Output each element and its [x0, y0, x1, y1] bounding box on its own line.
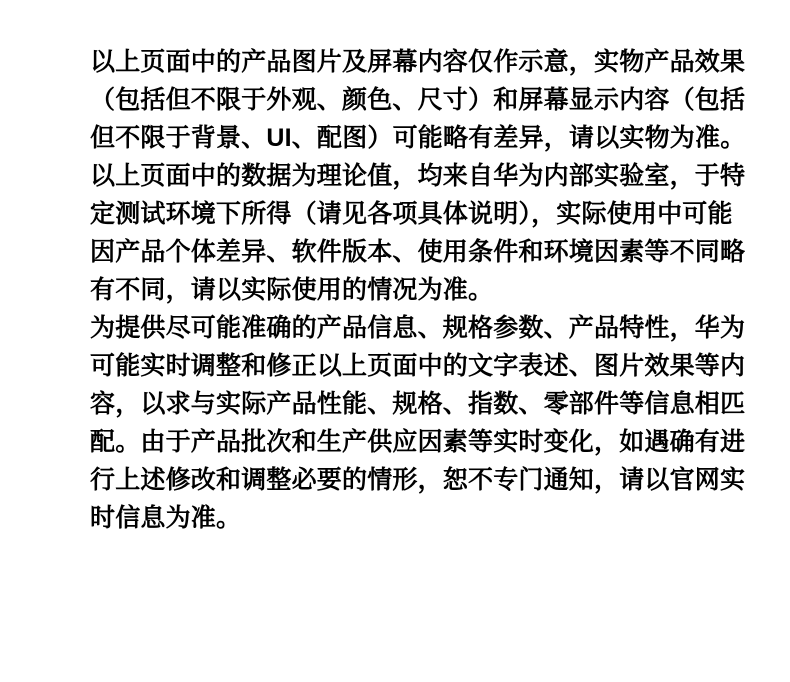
- disclaimer-text-block: [90, 43, 746, 537]
- disclaimer-line: 行上述修改和调整必要的情形，恕不专门通知，请以官网实: [90, 466, 746, 494]
- disclaimer-line: 以上页面中的数据为理论值，均来自华为内部实验室，于特: [90, 162, 746, 190]
- disclaimer-line: 为提供尽可能准确的产品信息、规格参数、产品特性，华为: [90, 314, 746, 342]
- disclaimer-line: 定测试环境下所得（请见各项具体说明），实际使用中可能: [90, 200, 733, 228]
- disclaimer-line: 配。由于产品批次和生产供应因素等实时变化，如遇确有进: [90, 428, 746, 456]
- disclaimer-line: 时信息为准。: [90, 504, 242, 532]
- disclaimer-line: 但不限于背景、UI、配图）可能略有差异，请以实物为准。: [90, 124, 746, 152]
- disclaimer-line: （包括但不限于外观、颜色、尺寸）和屏幕显示内容（包括: [90, 86, 746, 114]
- disclaimer-line: 因产品个体差异、软件版本、使用条件和环境因素等不同略: [90, 238, 746, 266]
- disclaimer-line: 有不同，请以实际使用的情况为准。: [90, 276, 494, 304]
- disclaimer-line: 可能实时调整和修正以上页面中的文字表述、图片效果等内: [90, 352, 746, 380]
- disclaimer-line: 容，以求与实际产品性能、规格、指数、零部件等信息相匹: [90, 390, 746, 418]
- disclaimer-line: 以上页面中的产品图片及屏幕内容仅作示意，实物产品效果: [90, 48, 746, 76]
